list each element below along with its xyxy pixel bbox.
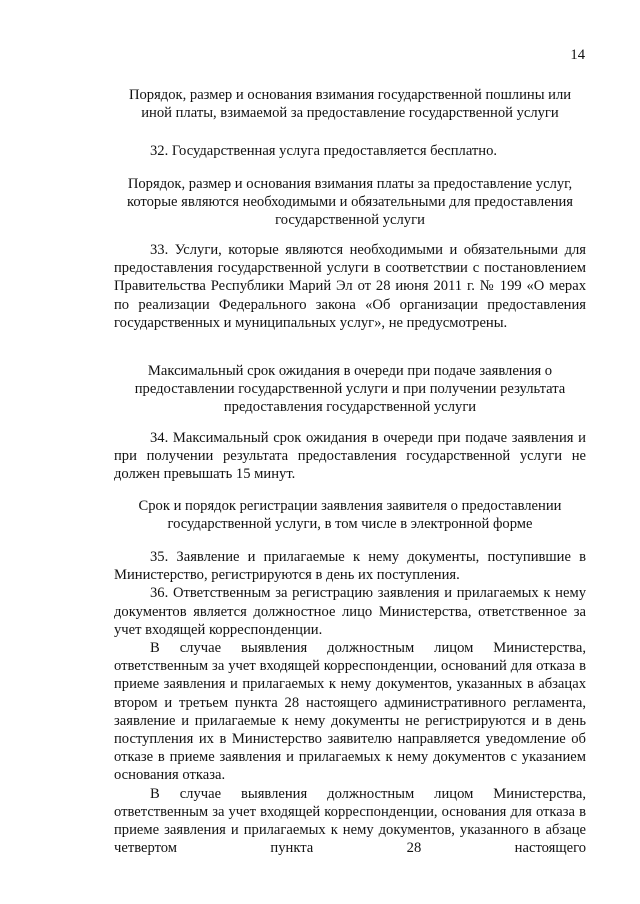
section-heading-payment: Порядок, размер и основания взимания платы за предоставление услуг, которые являются необходимыми и обязательными для предоставления государственной услуги <box>126 176 574 229</box>
registration-paragraphs <box>114 548 586 857</box>
paragraph-34: 34. Максимальный срок ожидания в очереди при подаче заявления и при получении результата предоставления государственной услуги не должен превышать 15 минут. <box>114 430 586 483</box>
paragraph-32: 32. Государственная услуга предоставляется бесплатно. <box>150 143 498 159</box>
paragraph-36-refusal-continued: В случае выявления должностным лицом Министерства, ответственным за учет входящей корреспонденции, основания для отказа в приеме заявления и прилагаемых к нему документов, указанного в абзаце четвертом пункта 28 настоящего <box>114 785 586 857</box>
section-heading-queue-time: Максимальный срок ожидания в очереди при подаче заявления о предоставлении государственной услуги и при получении результата предоставления государственной услуги <box>134 363 566 416</box>
page-number: 14 <box>570 47 585 63</box>
section-heading-fee: Порядок, размер и основания взимания государственной пошлины или иной платы, взимаемой за предоставление государственной услуги <box>128 87 572 122</box>
paragraph-36: 36. Ответственным за регистрацию заявления и прилагаемых к нему документов является должностное лицо Министерства, ответственное за учет входящей корреспонденции. <box>114 585 586 638</box>
paragraph-35: 35. Заявление и прилагаемые к нему документы, поступившие в Министерство, регистрируются в день их поступления. <box>114 549 586 584</box>
section-heading-registration: Срок и порядок регистрации заявления заявителя о предоставлении государственной услуги, в том числе в электронной форме <box>138 498 562 533</box>
paragraph-33: 33. Услуги, которые являются необходимыми и обязательными для предоставления государственной услуги в соответствии с постановлением Правительства Республики Марий Эл от 28 июня 2011 г. № 199 «О мерах по реализации Федерального закона «Об организации предоставления государственных и муниципальных услуг», не предусмотрены. <box>114 242 586 331</box>
paragraph-36-refusal: В случае выявления должностным лицом Министерства, ответственным за учет входящей корреспонденции, оснований для отказа в приеме заявления и прилагаемых к нему документов, указанных в абзацах втором и третьем пункта 28 настоящего административного регламента, заявление и прилагаемые к нему документы не регистрируются и в день поступления их в Министерство заявителю направляется уведомление об отказе в приеме заявления и прилагаемых к нему документов с указанием основания отказа. <box>114 640 586 784</box>
